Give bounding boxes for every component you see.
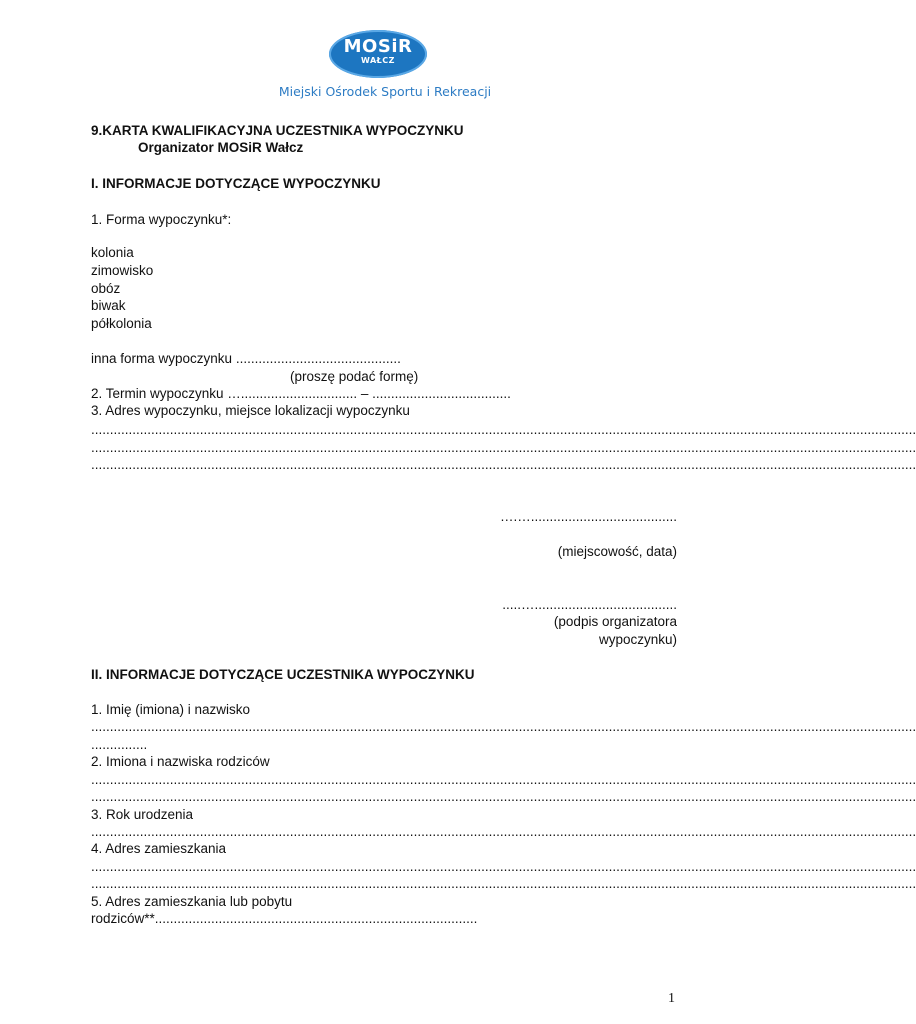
name-label: 1. Imię (imiona) i nazwisko [91,702,251,717]
section2-heading: II. INFORMACJE DOTYCZĄCE UCZESTNIKA WYPOCZYNKU [91,667,475,682]
section1-heading: I. INFORMACJE DOTYCZĄCE WYPOCZYNKU [91,176,381,191]
home-address-fill-line-2: ............................................................................................................................................................................................................................ [91,876,916,891]
address-label: 3. Adres wypoczynku, miejsce lokalizacji wypoczynku [91,403,410,418]
name-fill-line: ............................................................................................................................................................................................................................ [91,719,916,734]
parents-address-label-cont: rodziców**...................................................................................... [91,911,478,926]
address-fill-line-2: ............................................................................................................................................................................................................................ [91,440,916,455]
form-label: 1. Forma wypoczynku*: [91,212,232,227]
place-date-line: ….…....................................... [499,509,677,524]
place-date-label: (miejscowość, data) [557,544,677,559]
option-biwak: biwak [91,298,126,313]
organizer-line: Organizator MOSiR Wałcz [138,140,304,155]
option-kolonia: kolonia [91,245,134,260]
parents-address-label: 5. Adres zamieszkania lub pobytu [91,894,293,909]
address-fill-line-3: ............................................................................................................................................................................................................................ [91,457,916,472]
name-fill-tail: ............... [91,737,148,752]
other-form-hint: (proszę podać formę) [290,369,419,384]
parents-fill-line-1: ............................................................................................................................................................................................................................ [91,772,916,787]
signature-label-1: (podpis organizatora [553,614,677,629]
birth-year-label: 3. Rok urodzenia [91,807,194,822]
birth-year-fill-line: ............................................................................................................................................................................................................................ [91,824,916,839]
home-address-label: 4. Adres zamieszkania [91,841,227,856]
signature-label-2: wypoczynku) [598,632,677,647]
tagline: Miejski Ośrodek Sportu i Rekreacji [278,84,492,99]
term-line: 2. Termin wypoczynku …............................... – ..................................... [91,386,511,401]
logo [329,30,427,78]
option-zimowisko: zimowisko [91,263,154,278]
option-polkolonia: półkolonia [91,316,152,331]
document-title: 9.KARTA KWALIFIKACYJNA UCZESTNIKA WYPOCZYNKU [91,123,464,138]
parents-label: 2. Imiona i nazwiska rodziców [91,754,270,769]
home-address-fill-line-1: ............................................................................................................................................................................................................................ [91,859,916,874]
logo-sub-text: WAŁCZ [361,56,395,65]
address-fill-line-1: ............................................................................................................................................................................................................................ [91,422,916,437]
page-number: 1 [668,991,675,1006]
other-form-line: inna forma wypoczynku ............................................ [91,351,401,366]
signature-line: .....…...................................... [502,597,677,612]
option-oboz: obóz [91,281,121,296]
logo-main-text: MOSiR [343,36,413,57]
parents-fill-line-2: ............................................................................................................................................................................................................................ [91,789,916,804]
